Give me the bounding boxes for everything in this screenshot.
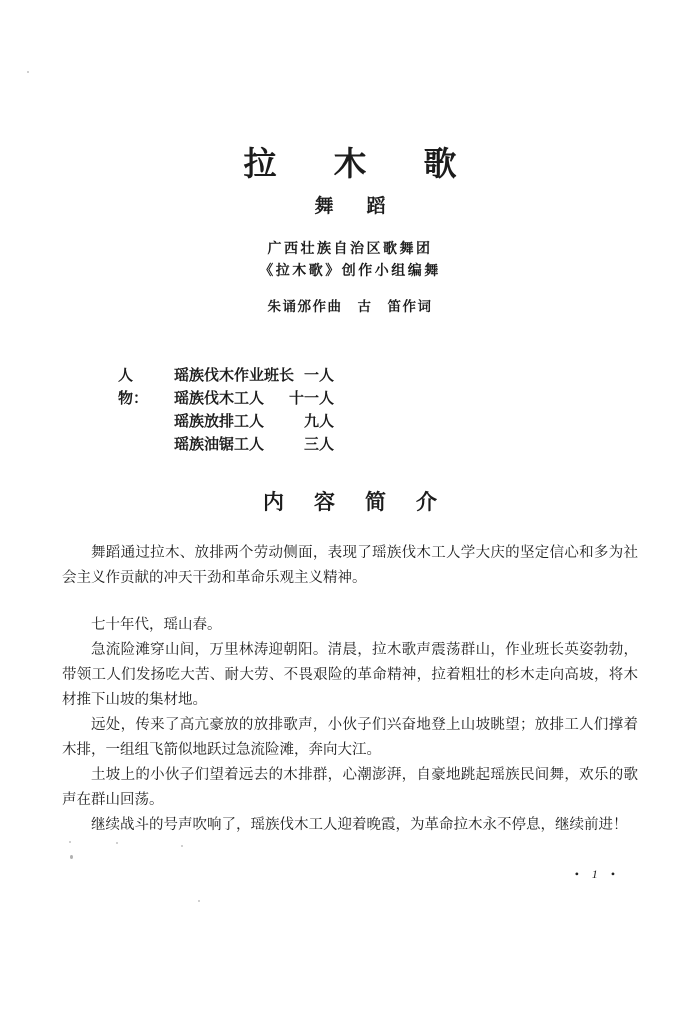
cast-label: 人 物： bbox=[118, 368, 149, 407]
cast-row bbox=[174, 365, 334, 388]
synopsis-paragraph: 继续战斗的号声吹响了，瑶族伐木工人迎着晚霞，为革命拉木永不停息，继续前进！ bbox=[91, 817, 628, 833]
cast-count: 三人 bbox=[303, 437, 334, 453]
cast-role: 瑶族伐木作业班长 bbox=[174, 368, 295, 384]
cast-role: 瑶族伐木工人 bbox=[174, 391, 265, 407]
scan-speck bbox=[116, 842, 118, 844]
scan-speck bbox=[181, 845, 183, 847]
cast-count: 九人 bbox=[303, 414, 334, 430]
credits-block bbox=[0, 239, 700, 283]
scan-speck bbox=[70, 855, 73, 859]
page-number: • 1 • bbox=[574, 867, 620, 881]
cast-rows bbox=[174, 365, 334, 457]
cast-row bbox=[174, 411, 334, 434]
cast-role: 瑶族油锯工人 bbox=[174, 437, 265, 453]
cast-count: 一人 bbox=[303, 368, 334, 384]
cast-row bbox=[174, 388, 334, 411]
cast-count: 十一人 bbox=[288, 391, 334, 407]
scan-speck bbox=[69, 841, 71, 843]
synopsis-paragraph: 土坡上的小伙子们望着远去的木排群，心潮澎湃，自豪地跳起瑶族民间舞，欢乐的歌声在群山回荡。 bbox=[62, 767, 638, 808]
synopsis-heading: 内 容 简 介 bbox=[263, 490, 442, 514]
scan-speck bbox=[198, 900, 200, 902]
cast-role: 瑶族放排工人 bbox=[174, 414, 265, 430]
credit-choreography: 《拉木歌》创作小组编舞 bbox=[259, 264, 441, 279]
credit-troupe: 广西壮族自治区歌舞团 bbox=[267, 242, 433, 257]
synopsis-paragraph: 远处，传来了高亢豪放的放排歌声，小伙子们兴奋地登上山坡眺望；放排工人们撑着木排，一组组飞箭似地跃过急流险滩，奔向大江。 bbox=[62, 717, 638, 758]
cast-row bbox=[174, 434, 334, 457]
genre-subtitle: 舞 蹈 bbox=[314, 196, 393, 217]
cast-list bbox=[118, 365, 700, 457]
authors-line: 朱诵邠作曲 古 笛作词 bbox=[267, 299, 433, 314]
page-title: 拉 木 歌 bbox=[243, 147, 469, 183]
scan-speck bbox=[27, 71, 29, 73]
synopsis-paragraph: 急流险滩穿山间，万里林涛迎朝阳。清晨，拉木歌声震荡群山，作业班长英姿勃勃，带领工人们发扬吃大苦、耐大劳、不畏艰险的革命精神，拉着粗壮的杉木走向高坡，将木材推下山坡的集材地。 bbox=[62, 642, 638, 708]
synopsis-paragraph: 七十年代，瑶山春。 bbox=[91, 617, 222, 633]
synopsis-body bbox=[62, 541, 638, 838]
synopsis-paragraph: 舞蹈通过拉木、放排两个劳动侧面，表现了瑶族伐木工人学大庆的坚定信心和多为社会主义作贡献的冲天干劲和革命乐观主义精神。 bbox=[62, 545, 638, 586]
